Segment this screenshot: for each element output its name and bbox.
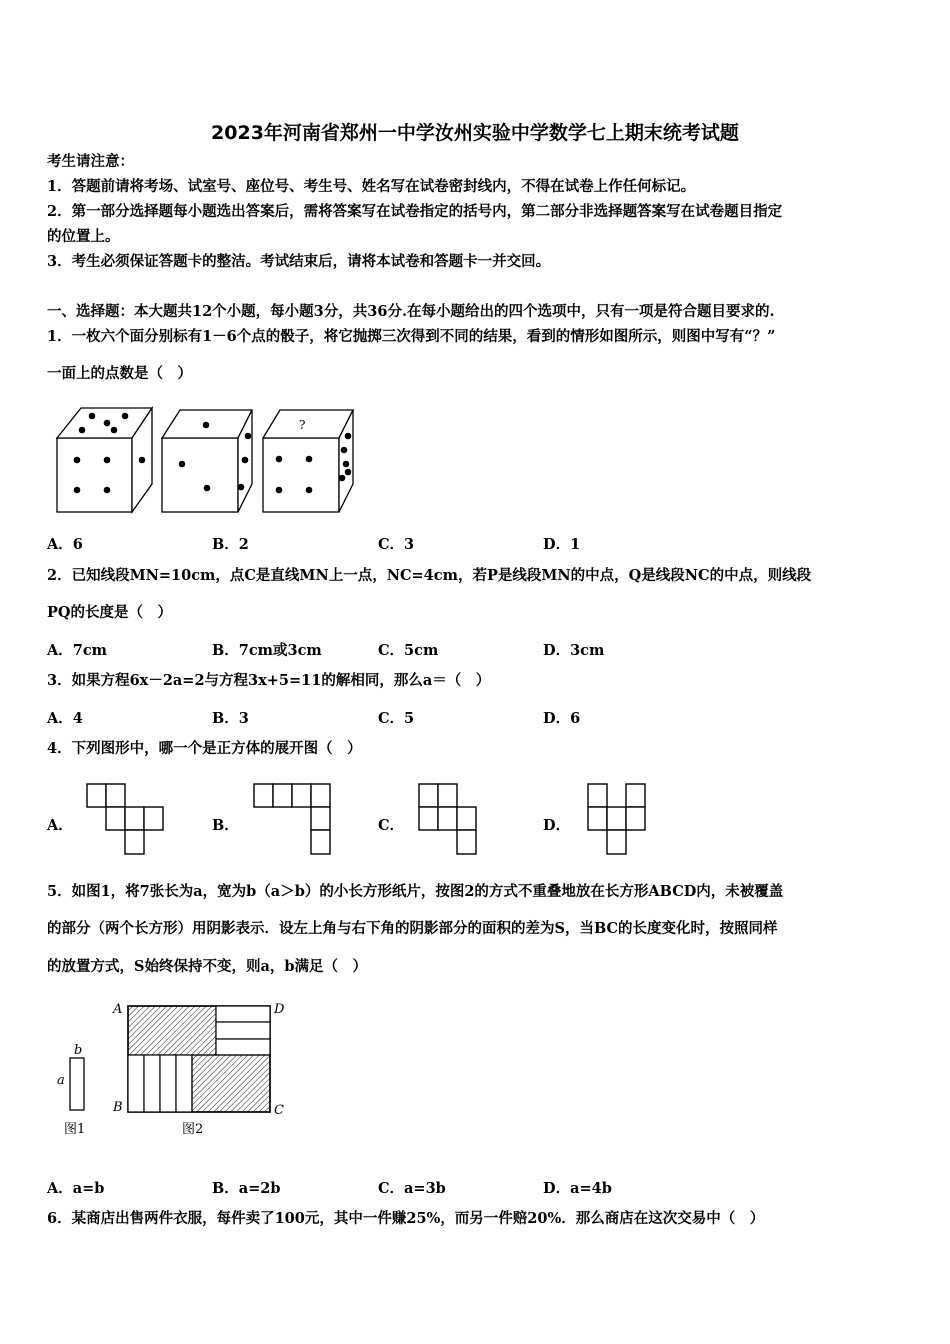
question-2-text: 2．已知线段MN=10cm，点C是直线MN上一点，NC=4cm，若P是线段MN的中点，Q是线段NC的中点，则线段 xyxy=(47,567,812,584)
notice-heading: 考生请注意： xyxy=(47,153,134,170)
net-figure-c xyxy=(417,782,497,858)
q2-option-b[interactable]: B．7cm或3cm xyxy=(212,642,322,659)
q1-option-a[interactable]: A．6 xyxy=(47,536,83,553)
notice-item: 2．第一部分选择题每小题选出答案后，需将答案写在试卷指定的括号内，第二部分非选择题答案写在试卷题目指定 xyxy=(47,203,783,220)
label-a: a xyxy=(57,1073,65,1088)
question-2-text-cont: PQ的长度是（ ） xyxy=(47,604,173,621)
rectangle-figure xyxy=(50,998,300,1138)
q4-option-d[interactable]: D． xyxy=(543,817,571,834)
q4-option-c[interactable]: C． xyxy=(378,817,405,834)
page-title: 2023年河南省郑州一中学汝州实验中学数学七上期末统考试题 xyxy=(211,122,739,144)
notice-item: 3．考生必须保证答题卡的整洁。考试结束后，请将本试卷和答题卡一并交回。 xyxy=(47,253,551,270)
question-mark-label: ? xyxy=(299,418,306,432)
net-figure-d xyxy=(586,782,666,858)
q2-option-c[interactable]: C．5cm xyxy=(378,642,439,659)
question-5-text-cont2: 的放置方式，S始终保持不变，则a，b满足（ ） xyxy=(47,958,368,975)
figure-2-caption: 图2 xyxy=(182,1122,204,1137)
q2-option-a[interactable]: A．7cm xyxy=(47,642,108,659)
q5-option-b[interactable]: B．a=2b xyxy=(212,1180,281,1197)
q5-option-a[interactable]: A．a=b xyxy=(47,1180,105,1197)
question-4-text: 4．下列图形中，哪一个是正方体的展开图（ ） xyxy=(47,740,362,757)
net-figure-a xyxy=(85,782,165,858)
q3-option-a[interactable]: A．4 xyxy=(47,710,83,727)
question-1-text-cont: 一面上的点数是（ ） xyxy=(47,365,192,382)
q1-option-c[interactable]: C．3 xyxy=(378,536,415,553)
label-point-c: C xyxy=(274,1103,284,1118)
label-b: b xyxy=(74,1043,83,1058)
question-5-text-cont: 的部分（两个长方形）用阴影表示．设左上角与右下角的阴影部分的面积的差为S，当BC的长度变化时，按照同样 xyxy=(47,920,778,937)
section-heading: 一、选择题：本大题共12个小题，每小题3分，共36分.在每小题给出的四个选项中，只有一项是符合题目要求的. xyxy=(47,303,775,320)
net-figure-b xyxy=(252,782,332,858)
q5-option-c[interactable]: C．a=3b xyxy=(378,1180,446,1197)
q2-option-d[interactable]: D．3cm xyxy=(543,642,605,659)
label-point-a: A xyxy=(113,1002,123,1017)
figure-1-caption: 图1 xyxy=(64,1122,86,1137)
label-point-d: D xyxy=(274,1002,285,1017)
q4-option-a[interactable]: A． xyxy=(47,817,73,834)
notice-item: 的位置上。 xyxy=(47,228,120,245)
notice-item: 1．答题前请将考场、试室号、座位号、考生号、姓名写在试卷密封线内，不得在试卷上作任何标记。 xyxy=(47,178,696,195)
question-6-text: 6．某商店出售两件衣服，每件卖了100元，其中一件赚25%，而另一件赔20%．那么商店在这次交易中（ ） xyxy=(47,1210,765,1227)
dice-figure xyxy=(52,402,372,517)
q1-option-b[interactable]: B．2 xyxy=(212,536,249,553)
label-point-b: B xyxy=(113,1100,123,1115)
question-5-text: 5．如图1，将7张长为a，宽为b（a＞b）的小长方形纸片，按图2的方式不重叠地放在长方形ABCD内，未被覆盖 xyxy=(47,883,784,900)
q3-option-c[interactable]: C．5 xyxy=(378,710,415,727)
q5-option-d[interactable]: D．a=4b xyxy=(543,1180,612,1197)
q3-option-b[interactable]: B．3 xyxy=(212,710,249,727)
q3-option-d[interactable]: D．6 xyxy=(543,710,581,727)
question-1-text: 1．一枚六个面分别标有1－6个点的骰子，将它抛掷三次得到不同的结果，看到的情形如图所示，则图中写有“？” xyxy=(47,328,776,345)
q1-option-d[interactable]: D．1 xyxy=(543,536,581,553)
q4-option-b[interactable]: B． xyxy=(212,817,239,834)
question-3-text: 3．如果方程6x－2a=2与方程3x+5=11的解相同，那么a＝（ ） xyxy=(47,672,491,689)
